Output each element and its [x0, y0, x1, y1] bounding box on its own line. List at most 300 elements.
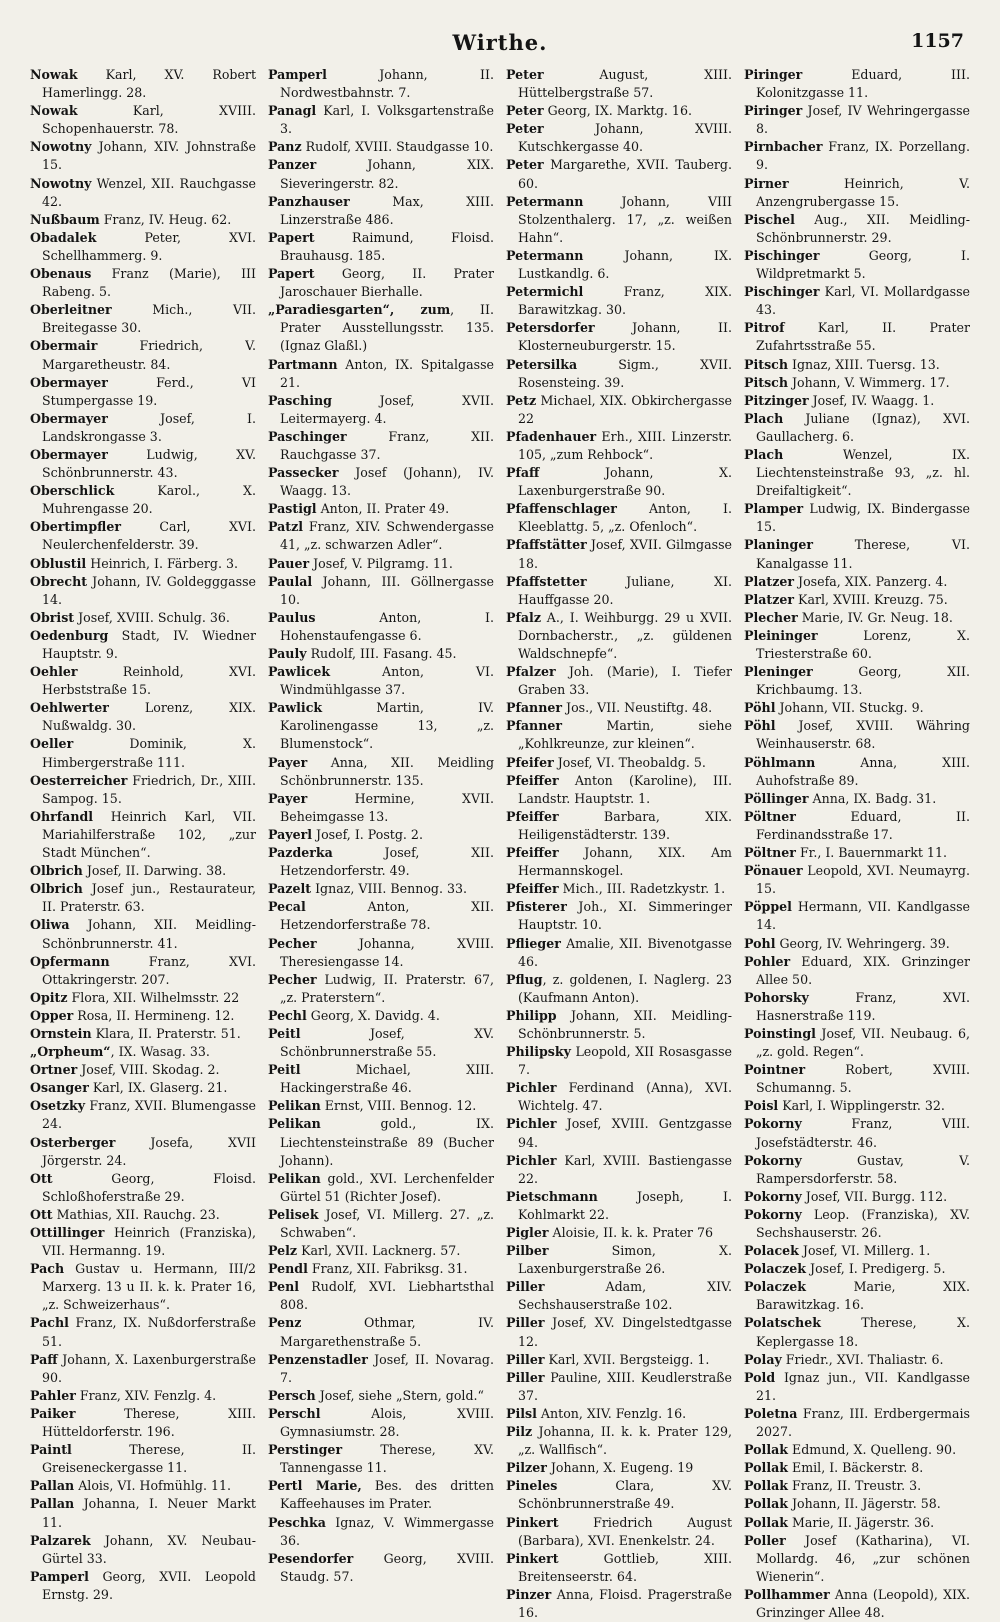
entry-name: Pachl: [30, 1315, 69, 1331]
directory-entry: [30, 410, 256, 446]
entry-name: Pohorsky: [744, 989, 809, 1005]
directory-entry: [744, 1097, 970, 1115]
entry-name: Pitsch: [744, 356, 788, 372]
entry-name: Pollak: [744, 1442, 788, 1458]
entry-details: Leop. (Franziska), XV. Sechshauserstr. 26.: [756, 1206, 970, 1240]
directory-entry: [506, 428, 732, 464]
directory-entry: [30, 1061, 256, 1079]
entry-details: Josef, II. Novarag. 7.: [280, 1351, 494, 1385]
entry-name: Pokorny: [744, 1188, 802, 1204]
entry-details: Anton, I. Kleeblattg. 5, „z. Ofenloch“.: [518, 501, 732, 535]
entry-details: Karl, VI. Mollardgasse 43.: [756, 284, 970, 318]
directory-entry: [30, 1097, 256, 1133]
entry-details: , IX. Wasag. 33.: [110, 1044, 210, 1060]
directory-entry: [30, 808, 256, 862]
directory-entry: [506, 880, 732, 898]
entry-details: Johann, III. Göllnergasse 10.: [280, 573, 494, 607]
entry-name: „Orpheum“: [30, 1044, 111, 1060]
entry-details: Gustav u. Hermann, III/2 Marxerg. 13 u II. k. k. Prater 16, „z. Schweizerhaus“.: [42, 1261, 256, 1313]
directory-entry: [744, 790, 970, 808]
entry-name: Penl: [268, 1279, 300, 1295]
entry-name: Pinkert: [506, 1550, 559, 1566]
entry-details: Eduard, III. Kolonitzgasse 11.: [756, 67, 970, 101]
directory-entry: [30, 1134, 256, 1170]
column-4: [744, 66, 970, 1622]
entry-name: Obrist: [30, 609, 75, 625]
directory-entry: [268, 1206, 494, 1242]
directory-entry: [30, 446, 256, 482]
directory-entry: [30, 211, 256, 229]
directory-entry: [30, 627, 256, 663]
directory-entry: [506, 935, 732, 971]
directory-entry: [268, 265, 494, 301]
entry-details: Johanna, XVIII. Theresiengasse 14.: [280, 935, 494, 969]
entry-details: Simon, X. Laxenburgerstraße 26.: [518, 1243, 732, 1277]
entry-details: Martin, IV. Karolinengasse 13, „z. Blumenstock“.: [280, 700, 494, 752]
entry-details: Margarethe, XVII. Tauberg. 60.: [518, 157, 732, 191]
directory-entry: [506, 193, 732, 247]
entry-name: Pflug: [506, 971, 543, 987]
entry-name: Plecher: [744, 609, 798, 625]
directory-entry: [744, 591, 970, 609]
entry-name: Pfaff: [506, 465, 540, 481]
directory-columns: [30, 66, 970, 1622]
entry-details: Josef, IV. Waagg. 1.: [808, 392, 935, 408]
directory-entry: [744, 1405, 970, 1441]
directory-entry: [744, 989, 970, 1025]
entry-name: Pinkert: [506, 1514, 559, 1530]
entry-name: Pöltner: [744, 808, 796, 824]
entry-details: Johann, X. Laxenburgerstraße 90.: [518, 465, 732, 499]
directory-entry: [506, 699, 732, 717]
directory-entry: [30, 1532, 256, 1568]
directory-entry: [268, 193, 494, 229]
entry-name: Pokorny: [744, 1116, 802, 1132]
entry-details: Josef, VII. Burgg. 112.: [801, 1188, 948, 1204]
directory-entry: [744, 392, 970, 410]
entry-details: Josef, XVIII. Währing Weinhauserstr. 68.: [756, 718, 970, 752]
entry-name: Pineles: [506, 1478, 558, 1494]
directory-entry: [506, 844, 732, 880]
directory-entry: [744, 717, 970, 753]
directory-entry: [744, 1314, 970, 1350]
entry-details: Wenzel, IX. Liechtensteinstraße 93, „z. hl. Dreifaltigkeit“.: [756, 446, 970, 499]
entry-details: Johann, X. Eugeng. 19: [546, 1460, 694, 1476]
entry-details: Josef, IV Wehringergasse 8.: [756, 103, 970, 137]
entry-name: Oberleitner: [30, 302, 112, 318]
entry-details: August, XIII. Hüttelbergstraße 57.: [518, 67, 732, 101]
directory-entry: [30, 989, 256, 1007]
entry-details: Aug., XII. Meidling-Schönbrunnerstr. 29.: [756, 211, 970, 245]
entry-details: Karl, XV. Robert Hamerlingg. 28.: [42, 67, 256, 101]
entry-details: Anton, XII. Hetzendorferstraße 78.: [280, 899, 494, 933]
entry-name: Papert: [268, 266, 315, 282]
directory-entry: [506, 754, 732, 772]
entry-details: Franz, XVI. Hasnerstraße 119.: [756, 989, 970, 1023]
entry-details: Rosa, II. Hermineng. 12.: [73, 1007, 235, 1023]
entry-name: Pelikan: [268, 1170, 321, 1186]
entry-details: Josef, I. Landskrongasse 3.: [42, 410, 256, 444]
entry-details: Bes. des dritten Kaffeehauses im Prater.: [280, 1478, 494, 1512]
directory-entry: [30, 1260, 256, 1314]
entry-details: Reinhold, XVI. Herbststraße 15.: [42, 664, 256, 698]
directory-entry: [268, 1351, 494, 1387]
directory-entry: [506, 156, 732, 192]
entry-name: Pechl: [268, 1007, 307, 1023]
directory-entry: [30, 916, 256, 952]
entry-details: Jos., VII. Neustiftg. 48.: [562, 700, 713, 716]
directory-entry: [268, 229, 494, 265]
entry-details: Johann, II. Klosterneuburgerstr. 15.: [518, 320, 732, 354]
entry-details: Anton (Karoline), III. Landstr. Hauptstr. 1.: [518, 772, 732, 806]
entry-name: Payerl: [268, 826, 313, 842]
directory-entry: [744, 663, 970, 699]
entry-name: Pfaffstätter: [506, 537, 587, 553]
entry-details: Juliane (Ignaz), XVI. Gaullacherg. 6.: [756, 410, 970, 444]
directory-entry: [268, 301, 494, 355]
entry-details: Franz, XIX. Barawitzkag. 30.: [518, 284, 732, 318]
entry-details: Josef (Katharina), VI. Mollardg. 46, „zur schönen Wienerin“.: [756, 1532, 970, 1584]
entry-details: Ignaz, XIII. Tuersg. 13.: [788, 356, 940, 372]
entry-details: Klara, II. Praterstr. 51.: [91, 1025, 241, 1041]
entry-details: Franz, VIII. Josefstädterstr. 46.: [756, 1116, 970, 1150]
entry-details: Ignaz jun., VII. Kandlgasse 21.: [756, 1369, 970, 1403]
entry-name: Polacek: [744, 1243, 799, 1259]
entry-details: Georg, I. Wildpretmarkt 5.: [756, 247, 970, 282]
directory-entry: [30, 66, 256, 102]
directory-entry: [268, 102, 494, 138]
entry-details: Wenzel, XII. Rauchgasse 42.: [42, 175, 256, 209]
entry-details: Anton, I. Hohenstaufengasse 6.: [280, 609, 494, 643]
entry-details: Josef, VI. Millerg. 1.: [798, 1243, 931, 1259]
entry-details: Raimund, Floisd. Brauhausg. 185.: [280, 229, 494, 263]
entry-name: Pinzer: [506, 1586, 552, 1602]
directory-entry: [268, 663, 494, 699]
entry-name: Nußbaum: [30, 211, 100, 227]
entry-details: Peter, XVI. Schellhammerg. 9.: [42, 229, 256, 263]
entry-name: Pollak: [744, 1460, 788, 1476]
directory-entry: [744, 1495, 970, 1513]
directory-entry: [268, 392, 494, 428]
entry-details: Johann, IX. Lustkandlg. 6.: [518, 247, 732, 282]
entry-name: Obenaus: [30, 266, 92, 282]
entry-name: Peschka: [268, 1514, 326, 1530]
entry-details: Sigm., XVII. Rosensteing. 39.: [518, 356, 732, 390]
entry-details: Mathias, XII. Rauchg. 23.: [52, 1206, 220, 1222]
entry-name: Pelikan: [268, 1098, 321, 1114]
directory-entry: [268, 464, 494, 500]
directory-entry: [506, 120, 732, 156]
entry-name: Petermichl: [506, 284, 584, 300]
entry-details: Ludwig, XV. Schönbrunnerstr. 43.: [42, 446, 256, 481]
entry-details: Georg, XVII. Leopold Ernstg. 29.: [42, 1568, 256, 1602]
entry-name: Pönauer: [744, 863, 803, 879]
entry-details: Mich., VII. Breitegasse 30.: [42, 302, 256, 336]
directory-entry: [506, 1405, 732, 1423]
directory-entry: [744, 446, 970, 500]
entry-details: Carl, XVI. Neulerchenfelderstr. 39.: [42, 519, 256, 553]
directory-entry: [744, 1351, 970, 1369]
directory-entry: [744, 808, 970, 844]
entry-name: Ortner: [30, 1062, 78, 1078]
entry-details: , z. goldenen, I. Naglerg. 23 (Kaufmann Anton).: [518, 971, 732, 1005]
entry-name: Passecker: [268, 465, 339, 481]
directory-entry: [30, 609, 256, 627]
entry-details: Josef, XVIII. Gentzgasse 94.: [518, 1116, 732, 1150]
entry-name: Pollak: [744, 1496, 788, 1512]
entry-details: Alois, XVIII. Gymnasiumstr. 28.: [280, 1405, 494, 1440]
entry-name: Ottillinger: [30, 1225, 105, 1240]
entry-name: Pleininger: [744, 627, 818, 643]
directory-entry: [744, 410, 970, 446]
directory-entry: [506, 536, 732, 572]
entry-name: Polaczek: [744, 1261, 807, 1277]
entry-name: Pallan: [30, 1478, 75, 1494]
entry-details: Josef, I. Postg. 2.: [312, 826, 423, 842]
entry-name: Pohl: [744, 935, 776, 951]
directory-entry: [268, 1007, 494, 1025]
directory-entry: [744, 627, 970, 663]
directory-entry: [506, 573, 732, 609]
directory-entry: [30, 482, 256, 518]
entry-details: Heinrich, I. Färberg. 3.: [86, 555, 239, 571]
directory-entry: [744, 1477, 970, 1495]
entry-name: Pollhammer: [744, 1586, 830, 1602]
entry-name: Pirner: [744, 175, 789, 191]
entry-name: Paff: [30, 1351, 58, 1367]
entry-name: Petermann: [506, 247, 584, 263]
entry-name: Patzl: [268, 519, 304, 535]
entry-details: Anna, XIII. Auhofstraße 89.: [756, 754, 970, 788]
directory-entry: [268, 1405, 494, 1441]
directory-entry: [506, 808, 732, 844]
entry-name: Pendl: [268, 1261, 308, 1277]
directory-entry: [30, 1351, 256, 1387]
entry-name: Poinstingl: [744, 1025, 816, 1041]
directory-entry: [268, 66, 494, 102]
entry-name: Pamperl: [30, 1568, 89, 1584]
entry-details: Joh. (Marie), I. Tiefer Graben 33.: [518, 664, 732, 698]
directory-entry: [268, 428, 494, 464]
directory-entry: [268, 645, 494, 663]
entry-name: Obermair: [30, 338, 98, 354]
entry-name: Penz: [268, 1315, 302, 1331]
entry-name: Opfermann: [30, 953, 110, 969]
entry-details: Rudolf, XVIII. Staudgasse 10.: [301, 139, 494, 155]
directory-entry: [744, 1514, 970, 1532]
entry-name: Oesterreicher: [30, 772, 128, 788]
entry-name: Pelikan: [268, 1116, 321, 1132]
entry-name: Pfeiffer: [506, 845, 559, 861]
entry-details: Franz, XIV. Schwendergasse 41, „z. schwarzen Adler“.: [280, 519, 494, 553]
entry-details: Anton, II. Prater 49.: [316, 501, 450, 517]
entry-details: Johann, XII. Meidling-Schönbrunnerstr. 5.: [518, 1007, 732, 1041]
entry-name: Poller: [744, 1532, 786, 1548]
entry-details: Johann, VIII Stolzenthalerg. 17, „z. weißen Hahn“.: [518, 193, 732, 245]
column-1: [30, 66, 256, 1622]
entry-name: Panz: [268, 139, 302, 155]
column-2: [268, 66, 494, 1622]
entry-name: Poletna: [744, 1405, 798, 1421]
entry-name: Pelisek: [268, 1206, 319, 1222]
directory-entry: [506, 464, 732, 500]
entry-details: Erh., XIII. Linzerstr. 105, „zum Rehbock“.: [518, 428, 732, 462]
directory-entry: [30, 102, 256, 138]
entry-name: Obermayer: [30, 446, 108, 462]
entry-name: Obermayer: [30, 374, 108, 390]
entry-name: Peter: [506, 103, 544, 119]
entry-name: Pöhlmann: [744, 754, 816, 770]
entry-details: Therese, II. Greiseneckergasse 11.: [42, 1442, 256, 1476]
directory-entry: [30, 1314, 256, 1350]
directory-entry: [506, 1550, 732, 1586]
directory-entry: [30, 1170, 256, 1206]
entry-details: Friedrich August (Barbara), XVI. Enenkelstr. 24.: [518, 1514, 732, 1548]
entry-name: Payer: [268, 790, 308, 806]
entry-name: Pollak: [744, 1514, 788, 1530]
directory-entry: [268, 1115, 494, 1169]
entry-name: Philipp: [506, 1007, 557, 1023]
entry-details: Georg, IX. Marktg. 16.: [543, 103, 692, 119]
entry-name: Paintl: [30, 1442, 72, 1458]
directory-entry: [268, 609, 494, 645]
entry-name: Panagl: [268, 103, 317, 119]
entry-name: Opitz: [30, 989, 68, 1005]
entry-details: Karl, XVII. Bergsteigg. 1.: [544, 1351, 710, 1367]
entry-details: Leopold, XVI. Neumayrg. 15.: [756, 863, 970, 897]
entry-details: Joseph, I. Kohlmarkt 22.: [518, 1188, 732, 1222]
directory-entry: [744, 1278, 970, 1314]
entry-details: Josef, siehe „Stern, gold.“: [315, 1387, 484, 1403]
entry-details: Eduard, II. Ferdinandsstraße 17.: [756, 808, 970, 842]
entry-details: Johanna, II. k. k. Prater 129, „z. Wallfisch“.: [518, 1424, 732, 1458]
entry-name: Peitl: [268, 1062, 301, 1078]
entry-name: Pflieger: [506, 935, 561, 951]
directory-entry: [506, 971, 732, 1007]
entry-name: Ornstein: [30, 1025, 92, 1041]
entry-details: Anna, XII. Meidling Schönbrunnerstr. 135.: [280, 754, 494, 788]
entry-details: Eduard, XIX. Grinzinger Allee 50.: [756, 953, 970, 987]
entry-name: Piller: [506, 1279, 545, 1295]
directory-entry: [30, 518, 256, 554]
directory-entry: [268, 1314, 494, 1350]
entry-name: Pfeiffer: [506, 881, 559, 897]
entry-details: Heinrich, V. Anzengrubergasse 15.: [756, 175, 970, 209]
entry-name: Peter: [506, 67, 544, 82]
directory-entry: [506, 356, 732, 392]
directory-entry: [506, 392, 732, 428]
entry-details: Anton, VI. Windmühlgasse 37.: [280, 664, 494, 698]
entry-details: , II. Prater Ausstellungsstr. 135. (Ignaz Glaßl.): [280, 302, 494, 354]
directory-entry: [506, 1351, 732, 1369]
directory-entry: [30, 1387, 256, 1405]
directory-entry: [30, 1224, 256, 1260]
entry-name: Pischinger: [744, 284, 820, 300]
entry-details: Anna, IX. Badg. 31.: [808, 790, 937, 806]
directory-entry: [268, 573, 494, 609]
entry-name: Piller: [506, 1351, 545, 1367]
entry-name: Pecher: [268, 971, 317, 987]
entry-name: Pöppel: [744, 899, 792, 915]
entry-details: Emil, I. Bäckerstr. 8.: [788, 1460, 924, 1476]
entry-name: Pasching: [268, 392, 332, 408]
directory-entry: [30, 337, 256, 373]
entry-name: Osanger: [30, 1080, 89, 1096]
entry-details: Robert, XVIII. Schumanng. 5.: [756, 1062, 970, 1096]
entry-details: Josef, XVII. Leitermayerg. 4.: [280, 392, 494, 426]
entry-name: Pichler: [506, 1080, 557, 1096]
entry-details: Johann, XIV. Johnstraße 15.: [42, 139, 256, 173]
directory-entry: [506, 1043, 732, 1079]
directory-entry: [744, 898, 970, 934]
entry-details: Edmund, X. Quelleng. 90.: [788, 1442, 957, 1458]
directory-entry: [744, 66, 970, 102]
entry-details: Stadt, IV. Wiedner Hauptstr. 9.: [42, 627, 256, 661]
directory-entry: [268, 898, 494, 934]
entry-details: Ferdinand (Anna), XVI. Wichtelg. 47.: [518, 1080, 732, 1114]
entry-name: Pischel: [744, 211, 795, 227]
entry-name: Paulal: [268, 573, 313, 589]
entry-details: Max, XIII. Linzerstraße 486.: [280, 193, 494, 227]
entry-details: Franz, IX. Porzellang. 9.: [756, 139, 970, 173]
directory-entry: [744, 500, 970, 536]
entry-name: Pawlick: [268, 700, 323, 716]
entry-details: Alois, VI. Hofmühlg. 11.: [74, 1478, 231, 1494]
directory-entry: [506, 1115, 732, 1151]
entry-name: Pöltner: [744, 845, 796, 861]
directory-entry: [506, 1007, 732, 1043]
entry-name: Pauer: [268, 555, 310, 571]
entry-name: Poisl: [744, 1098, 779, 1114]
directory-entry: [506, 1188, 732, 1224]
entry-name: Oehlwerter: [30, 700, 109, 716]
entry-details: Gottlieb, XIII. Breitenseerstr. 64.: [518, 1550, 732, 1584]
entry-name: Pointner: [744, 1062, 806, 1078]
directory-entry: [506, 247, 732, 283]
entry-details: Dominik, X. Himbergerstraße 111.: [42, 736, 256, 770]
entry-name: Nowotny: [30, 175, 92, 191]
directory-entry: [30, 735, 256, 771]
directory-entry: [268, 699, 494, 753]
entry-name: Osterberger: [30, 1134, 116, 1150]
entry-name: Pfalz: [506, 609, 541, 625]
entry-details: Karl, XVIII. Bastiengasse 22.: [518, 1152, 732, 1186]
entry-name: Piringer: [744, 67, 803, 82]
entry-name: Platzer: [744, 591, 795, 607]
entry-name: Pöhl: [744, 700, 776, 716]
entry-details: Therese, XIII. Hütteldorferstr. 196.: [42, 1405, 256, 1440]
entry-name: Pecher: [268, 935, 317, 951]
page-title: Wirthe.: [452, 30, 548, 55]
directory-entry: [268, 1097, 494, 1115]
entry-name: Pesendorfer: [268, 1550, 354, 1566]
directory-entry: [268, 1387, 494, 1405]
directory-entry: [744, 536, 970, 572]
entry-name: Oedenburg: [30, 627, 109, 643]
directory-entry: [30, 772, 256, 808]
entry-details: Joh., XI. Simmeringer Hauptstr. 10.: [518, 899, 732, 933]
directory-entry: [744, 1459, 970, 1477]
directory-entry: [30, 1025, 256, 1043]
entry-details: Josef, VIII. Skodag. 2.: [77, 1062, 220, 1078]
entry-name: Pöhl: [744, 718, 776, 734]
entry-name: Pelz: [268, 1243, 298, 1259]
entry-name: Pertl Marie,: [268, 1478, 362, 1494]
directory-entry: [268, 1170, 494, 1206]
directory-entry: [744, 935, 970, 953]
entry-details: Lorenz, X. Triesterstraße 60.: [756, 627, 970, 661]
entry-details: Karl, II. Prater Zufahrtsstraße 55.: [756, 320, 970, 354]
